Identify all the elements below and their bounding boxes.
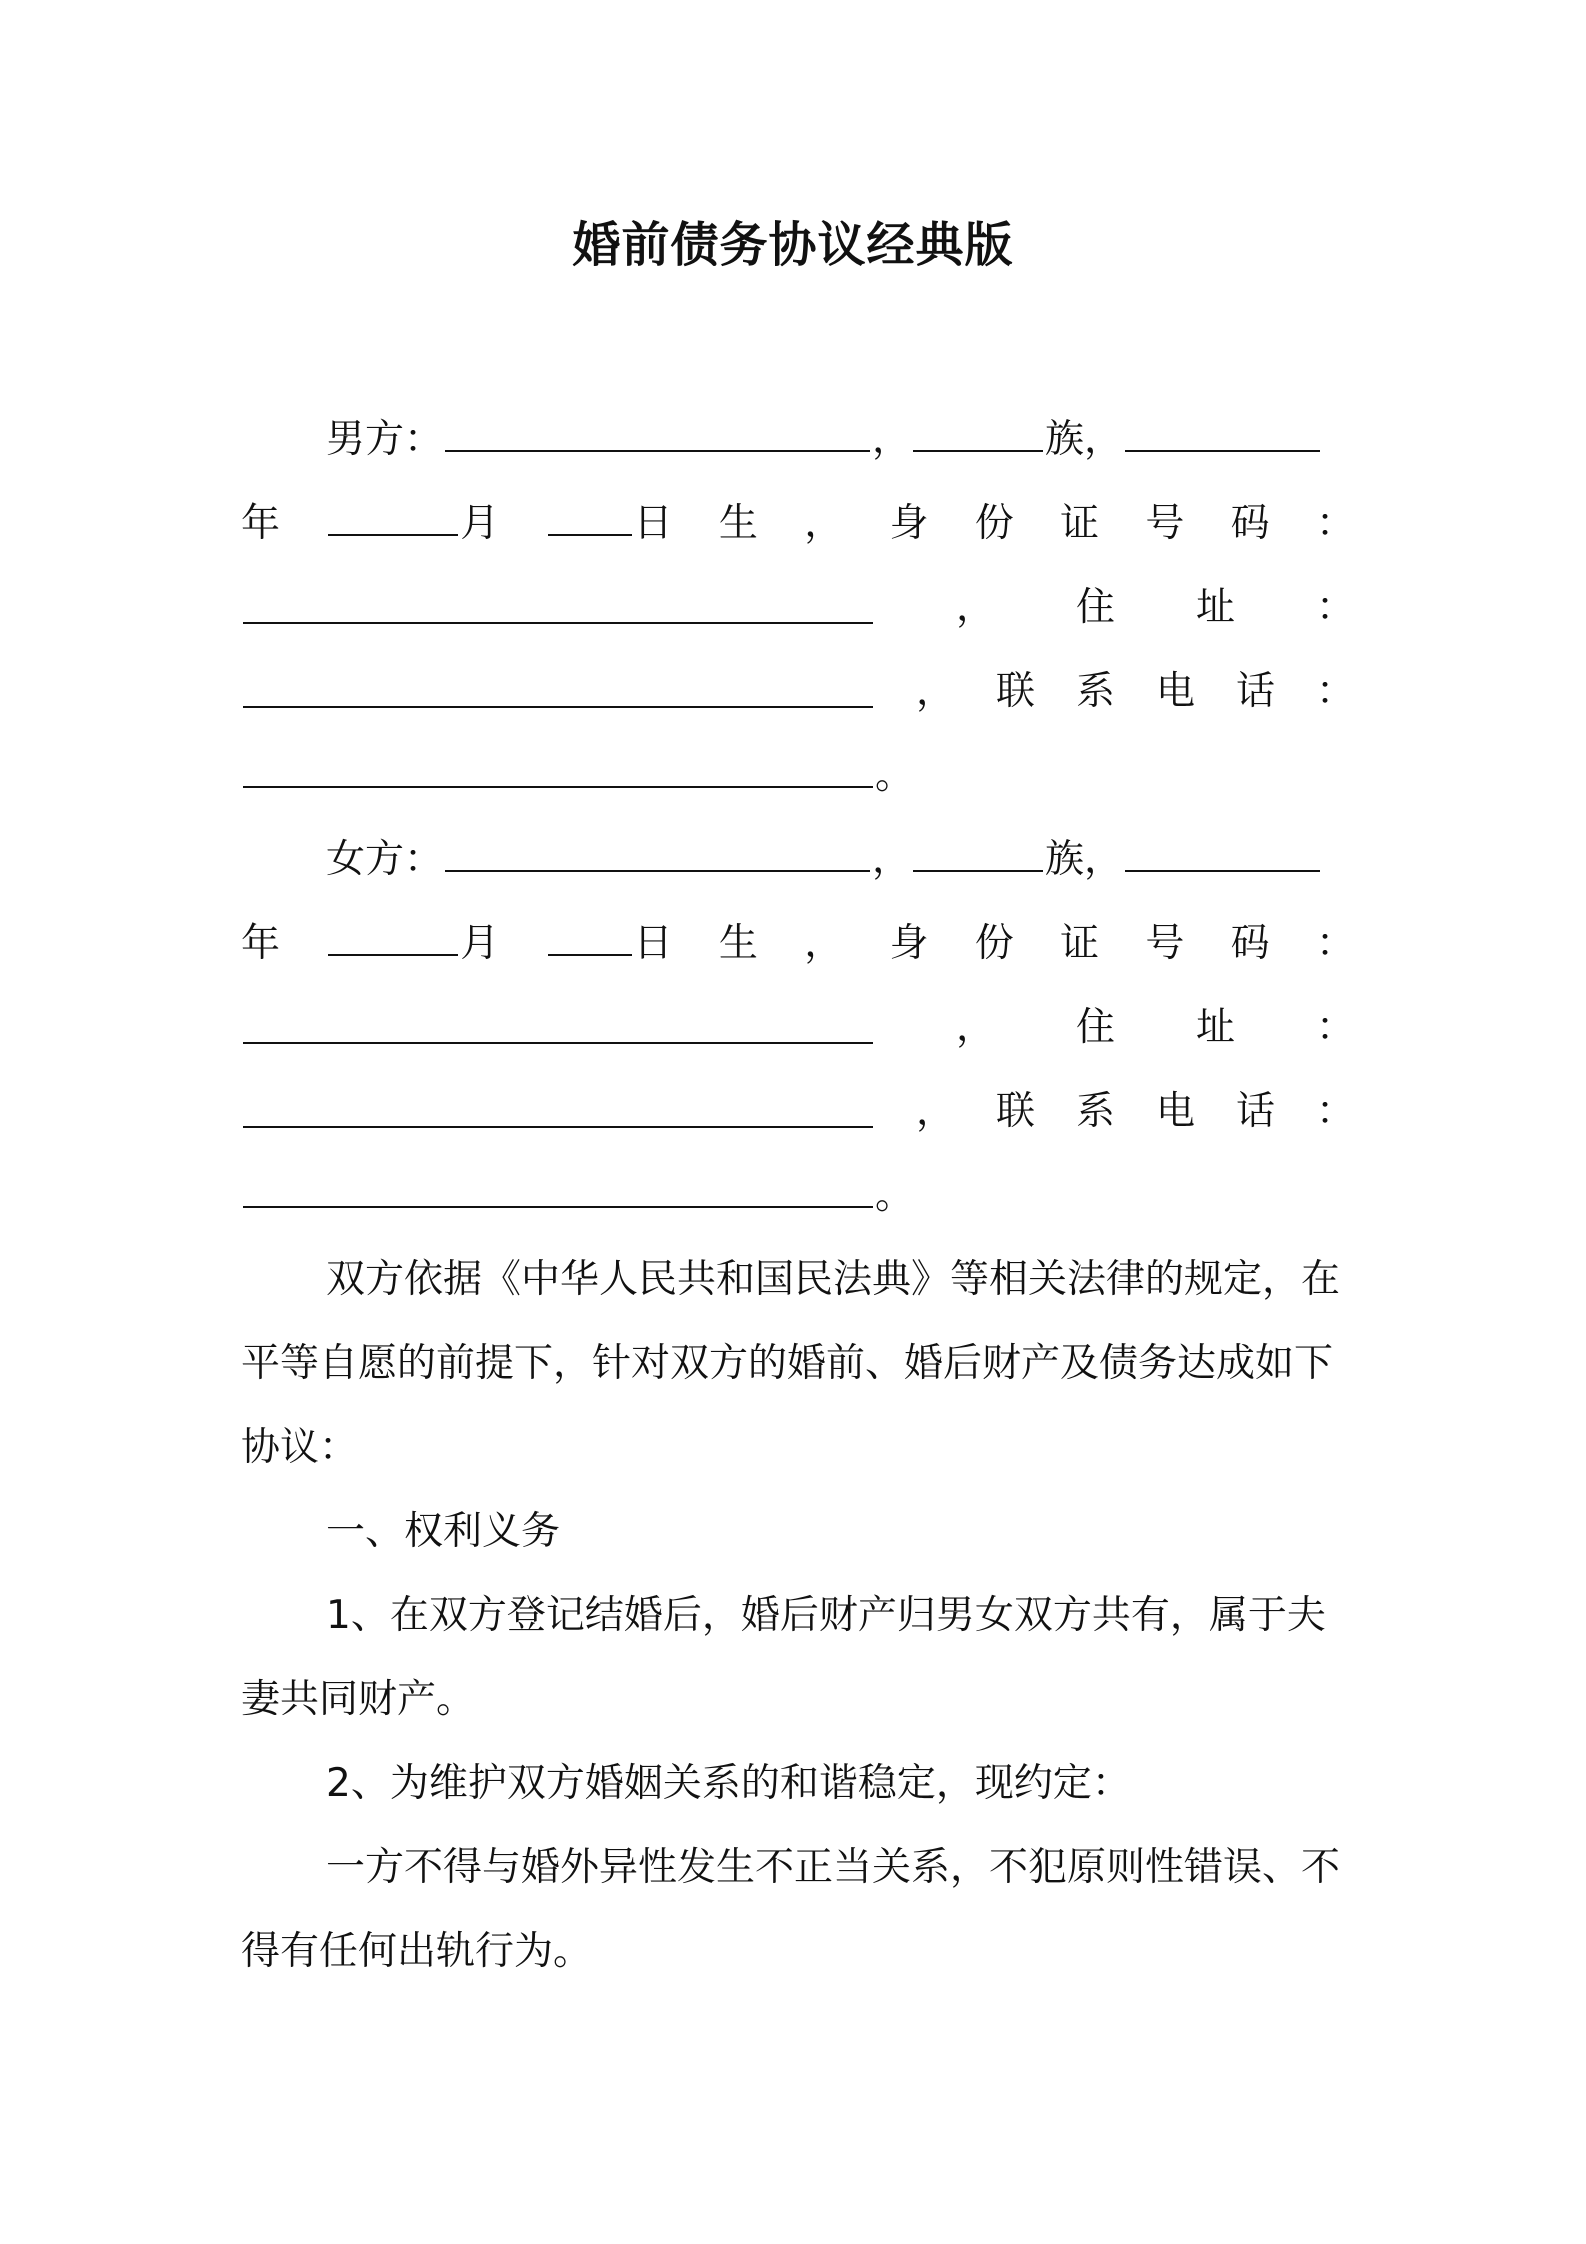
male-ethnicity-label: 族， <box>1045 417 1124 462</box>
female-address-char-2: 址 <box>1195 1005 1235 1050</box>
female-label: 女方： <box>326 837 444 882</box>
clause-1-line-2: 妻共同财产。 <box>241 1677 476 1722</box>
female-id-blank[interactable] <box>243 1012 873 1044</box>
female-line-5 <box>241 1154 1355 1238</box>
male-period: 。 <box>875 753 915 798</box>
paragraph-intro-line-3: 协议： <box>241 1425 359 1470</box>
female-phone-blank[interactable] <box>243 1176 873 1208</box>
female-line-2 <box>241 902 1355 986</box>
male-month-blank[interactable] <box>328 504 458 536</box>
male-address-char-2: 址 <box>1195 585 1235 630</box>
male-phone-colon: ： <box>1315 669 1355 714</box>
female-name-blank[interactable] <box>445 840 870 872</box>
female-id-char-1: 身 <box>889 921 929 966</box>
female-line-3 <box>241 986 1355 1070</box>
clause-1-line-1: 1、在双方登记结婚后，婚后财产归男女双方共有，属于夫 <box>326 1593 1326 1638</box>
male-phone-char-3: 电 <box>1155 669 1195 714</box>
male-line-4 <box>241 650 1355 734</box>
male-phone-char-1: 联 <box>995 669 1035 714</box>
male-phone-char-4: 话 <box>1235 669 1275 714</box>
clause-2-detail-line-2: 得有任何出轨行为。 <box>241 1929 593 1974</box>
male-id-char-5: 码 <box>1230 501 1270 546</box>
female-phone-char-4: 话 <box>1235 1089 1275 1134</box>
male-month-label: 月 <box>460 501 500 546</box>
document-body <box>241 398 1355 1994</box>
male-born-char: 生 <box>718 501 758 546</box>
male-line-1 <box>241 398 1355 482</box>
male-id-blank[interactable] <box>243 592 873 624</box>
female-day-label: 日 <box>633 921 673 966</box>
male-year-blank[interactable] <box>1125 420 1320 452</box>
male-address-colon: ： <box>1315 585 1355 630</box>
female-address-char-1: 住 <box>1075 1005 1115 1050</box>
male-address-comma: ， <box>955 585 995 630</box>
male-phone-blank[interactable] <box>243 756 873 788</box>
female-month-label: 月 <box>460 921 500 966</box>
female-period: 。 <box>875 1173 915 1218</box>
female-line-1 <box>241 818 1355 902</box>
female-ethnicity-label: 族， <box>1045 837 1124 882</box>
female-id-char-3: 证 <box>1060 921 1100 966</box>
male-day-label: 日 <box>633 501 673 546</box>
male-comma: ， <box>872 417 912 462</box>
female-address-colon: ： <box>1315 1005 1355 1050</box>
female-born-comma: ， <box>804 921 844 966</box>
female-month-blank[interactable] <box>328 924 458 956</box>
male-line-3 <box>241 566 1355 650</box>
male-line-2 <box>241 482 1355 566</box>
female-phone-char-3: 电 <box>1155 1089 1195 1134</box>
female-phone-comma: ， <box>915 1089 955 1134</box>
section-heading-rights: 一、权利义务 <box>326 1509 561 1554</box>
female-phone-char-2: 系 <box>1075 1089 1115 1134</box>
male-day-blank[interactable] <box>548 504 632 536</box>
clause-2: 2、为维护双方婚姻关系的和谐稳定，现约定： <box>326 1761 1131 1806</box>
male-born-comma: ， <box>804 501 844 546</box>
female-line-4 <box>241 1070 1355 1154</box>
female-comma: ， <box>872 837 912 882</box>
female-year-blank[interactable] <box>1125 840 1320 872</box>
male-line-5 <box>241 734 1355 818</box>
female-day-blank[interactable] <box>548 924 632 956</box>
male-label: 男方： <box>326 417 444 462</box>
female-id-char-5: 码 <box>1230 921 1270 966</box>
paragraph-intro-line-2: 平等自愿的前提下，针对双方的婚前、婚后财产及债务达成如下 <box>241 1341 1334 1386</box>
male-id-char-2: 份 <box>974 501 1014 546</box>
male-phone-comma: ， <box>915 669 955 714</box>
clause-2-detail-line-1: 一方不得与婚外异性发生不正当关系，不犯原则性错误、不 <box>326 1845 1341 1890</box>
female-address-blank[interactable] <box>243 1096 873 1128</box>
female-id-colon: ： <box>1315 921 1355 966</box>
female-id-char-2: 份 <box>974 921 1014 966</box>
paragraph-intro-line-1: 双方依据《中华人民共和国民法典》等相关法律的规定，在 <box>326 1257 1341 1302</box>
male-ethnicity-blank[interactable] <box>913 420 1043 452</box>
male-phone-char-2: 系 <box>1075 669 1115 714</box>
female-phone-colon: ： <box>1315 1089 1355 1134</box>
document-title: 婚前债务协议经典版 <box>572 217 1014 273</box>
male-address-char-1: 住 <box>1075 585 1115 630</box>
male-address-blank[interactable] <box>243 676 873 708</box>
female-phone-char-1: 联 <box>995 1089 1035 1134</box>
female-born-char: 生 <box>718 921 758 966</box>
female-ethnicity-blank[interactable] <box>913 840 1043 872</box>
female-id-char-4: 号 <box>1145 921 1185 966</box>
female-year-label: 年 <box>241 921 281 966</box>
male-id-colon: ： <box>1315 501 1355 546</box>
female-address-comma: ， <box>955 1005 995 1050</box>
male-year-label: 年 <box>241 501 281 546</box>
male-name-blank[interactable] <box>445 420 870 452</box>
male-id-char-1: 身 <box>889 501 929 546</box>
male-id-char-4: 号 <box>1145 501 1185 546</box>
male-id-char-3: 证 <box>1060 501 1100 546</box>
